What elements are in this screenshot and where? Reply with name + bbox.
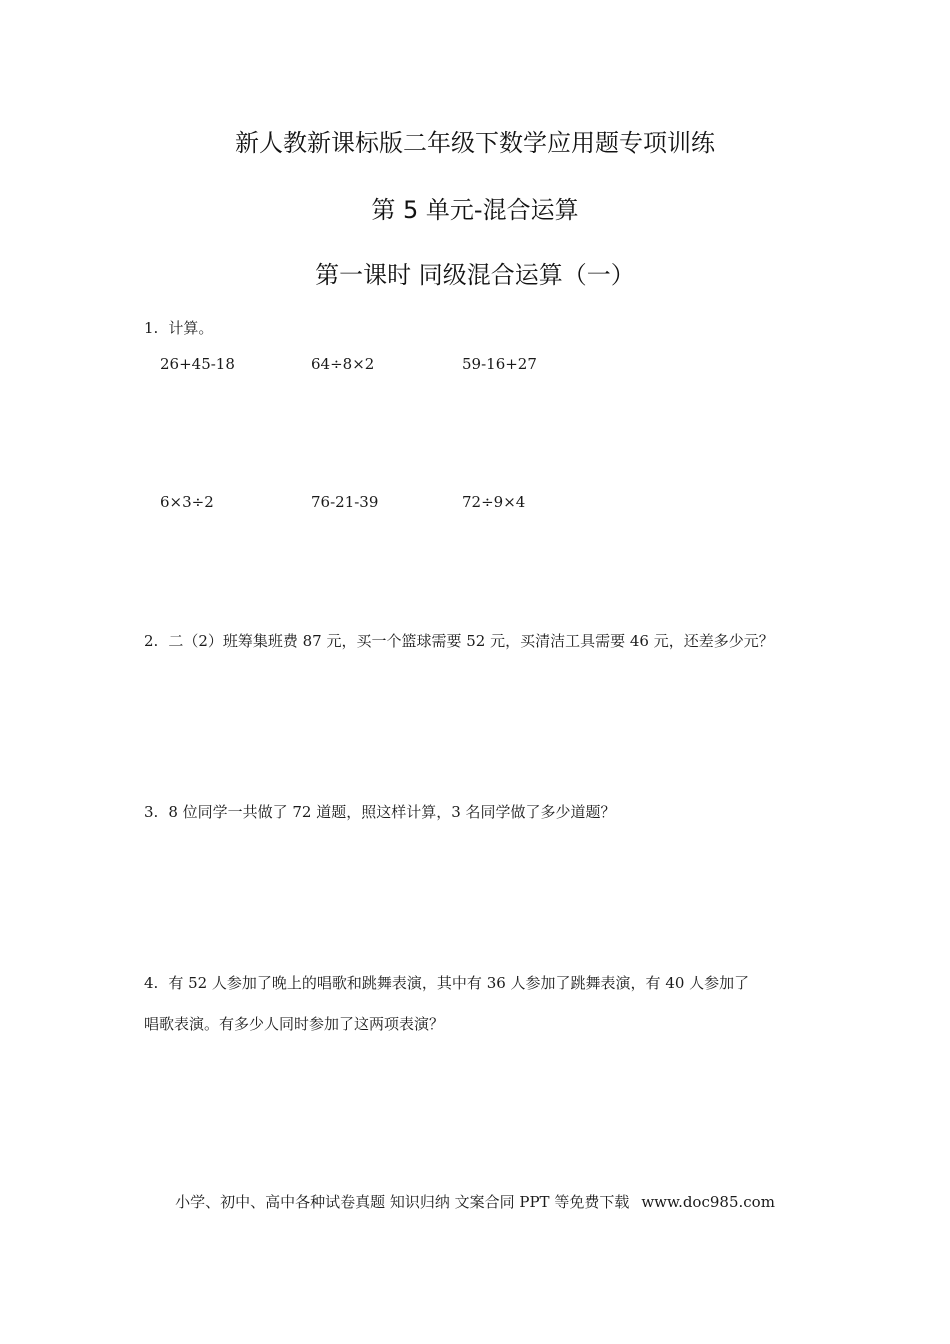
- lesson-title: 第一课时 同级混合运算（一）: [315, 261, 635, 289]
- question-text: 二（2）班筹集班费 87 元，买一个篮球需要 52 元，买清洁工具需要 46 元，还差多少元？: [168, 632, 774, 650]
- expression-3: 59-16+27: [462, 355, 537, 373]
- question-number: 2.: [144, 632, 159, 650]
- expression-6: 72÷9×4: [462, 493, 526, 511]
- expression-5: 76-21-39: [311, 493, 379, 511]
- expression-4: 6×3÷2: [160, 493, 214, 511]
- question-text: 计算。: [168, 319, 214, 337]
- question-1: [144, 318, 213, 338]
- question-text-line-2: 唱歌表演。有多少人同时参加了这两项表演？: [144, 1015, 445, 1033]
- question-number: 3.: [144, 803, 159, 821]
- question-3: [144, 802, 616, 822]
- question-2: [144, 631, 774, 651]
- question-4: [144, 973, 749, 993]
- worksheet-title: 新人教新课标版二年级下数学应用题专项训练: [235, 129, 715, 157]
- expression-1: 26+45-18: [160, 355, 235, 373]
- question-text: 8 位同学一共做了 72 道题，照这样计算，3 名同学做了多少道题？: [168, 803, 616, 821]
- footer: [0, 1192, 950, 1212]
- unit-title: 第 5 单元-混合运算: [371, 196, 579, 224]
- expression-2: 64÷8×2: [311, 355, 375, 373]
- question-text-line-1: 有 52 人参加了晚上的唱歌和跳舞表演，其中有 36 人参加了跳舞表演，有 40 人参加了: [168, 974, 750, 992]
- footer-text: 小学、初中、高中各种试卷真题 知识归纳 文案合同 PPT 等免费下载: [175, 1193, 630, 1211]
- footer-link[interactable]: www.doc985.com: [641, 1193, 775, 1211]
- question-number: 4.: [144, 974, 159, 992]
- question-4-continued: [144, 1014, 444, 1034]
- question-number: 1.: [144, 319, 159, 337]
